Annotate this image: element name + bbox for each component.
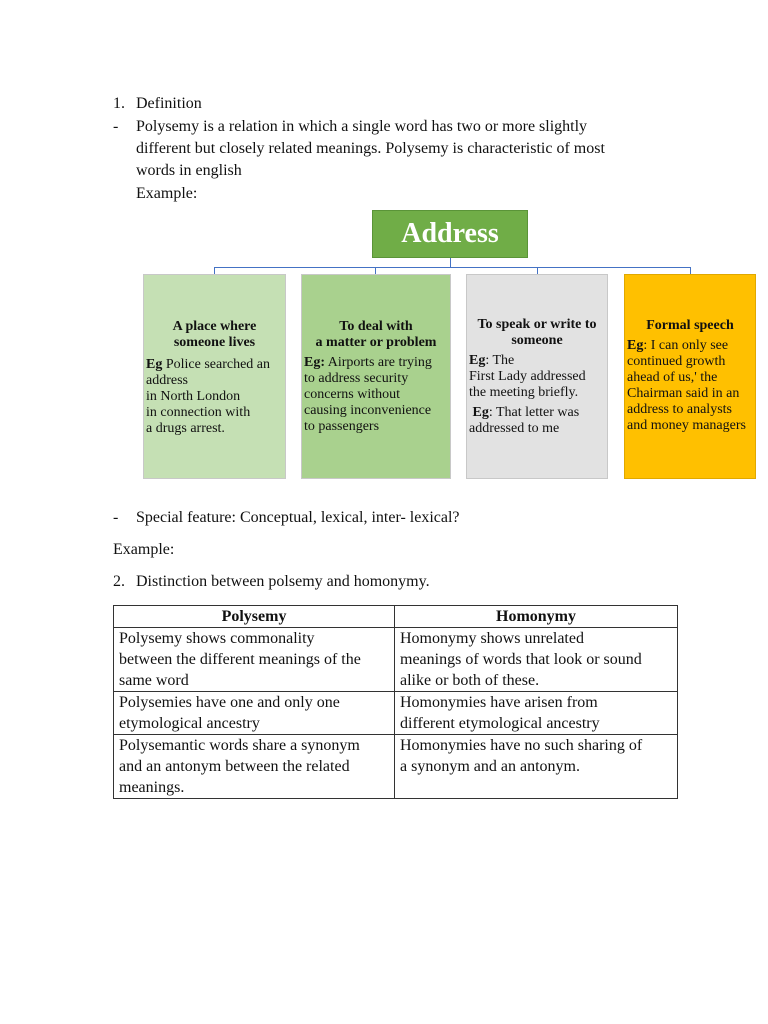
table-cell xyxy=(114,692,395,735)
node-title-line: a matter or problem xyxy=(315,335,437,350)
node-title-line: Formal speech xyxy=(646,318,734,333)
cell-line: meanings. xyxy=(119,779,185,796)
diagram-root-address: Address xyxy=(372,210,528,258)
node-body-line: in connection with xyxy=(146,405,251,420)
node-body-line: Chairman said in an xyxy=(627,386,740,401)
node-body-line: : That letter was xyxy=(488,405,580,420)
node-body-line: address to analysts xyxy=(627,402,732,417)
cell-line: Homonymies have no such sharing of xyxy=(400,737,643,754)
definition-line-2: different but closely related meanings. Polysemy is characteristic of most xyxy=(136,140,605,157)
eg-label: Eg xyxy=(146,357,163,372)
cell-line: etymological ancestry xyxy=(119,715,260,732)
definition-line-3: words in english xyxy=(136,162,242,179)
cell-line: Homonymy shows unrelated xyxy=(400,630,584,647)
table-cell xyxy=(395,735,678,799)
table-row xyxy=(114,692,678,735)
bullet-dash: - xyxy=(113,509,119,526)
cell-line: same word xyxy=(119,672,189,689)
node-title-line: someone xyxy=(511,333,563,348)
node-body-line: ahead of us,' the xyxy=(627,370,718,385)
definition-line-1: Polysemy is a relation in which a single word has two or more slightly xyxy=(136,118,588,135)
table-row xyxy=(114,628,678,692)
column-header-homonymy: Homonymy xyxy=(395,606,678,628)
connector-bar xyxy=(214,267,691,268)
node-body-line: : The xyxy=(485,353,515,368)
table-cell xyxy=(395,628,678,692)
table-cell xyxy=(114,628,395,692)
node-body-line: causing inconvenience xyxy=(304,403,432,418)
eg-label: Eg xyxy=(469,353,486,368)
diagram-node-speak xyxy=(466,274,608,479)
example-label-2: Example: xyxy=(113,541,175,558)
cell-line: Polysemy shows commonality xyxy=(119,630,315,647)
node-title-line: To deal with xyxy=(339,319,413,334)
special-feature-text: Special feature: Conceptual, lexical, inter- lexical? xyxy=(136,509,460,526)
table-row xyxy=(114,735,678,799)
table-cell xyxy=(114,735,395,799)
list-number-2: 2. xyxy=(113,573,125,590)
node-body-line: Airports are trying xyxy=(325,355,432,370)
cell-line: Polysemies have one and only one xyxy=(119,694,340,711)
node-title-line: To speak or write to xyxy=(477,317,597,332)
node-body-line: a drugs arrest. xyxy=(146,421,225,436)
cell-line: and an antonym between the related xyxy=(119,758,350,775)
node-body-line: : I can only see xyxy=(643,338,729,353)
connector-drop-1 xyxy=(214,267,215,274)
node-body-line: to passengers xyxy=(304,419,380,434)
node-body-line: First Lady addressed xyxy=(469,369,586,384)
eg-label: Eg xyxy=(627,338,644,353)
node-title-line: A place where xyxy=(172,319,257,334)
section-title-definition: Definition xyxy=(136,95,202,112)
table-cell xyxy=(395,692,678,735)
connector-drop-4 xyxy=(690,267,691,274)
connector-drop-3 xyxy=(537,267,538,274)
bullet-dash: - xyxy=(113,118,119,135)
node-body-line: continued growth xyxy=(627,354,726,369)
node-body-line: addressed to me xyxy=(469,421,560,436)
section-title-distinction: Distinction between polsemy and homonymy. xyxy=(136,573,430,590)
column-header-polysemy: Polysemy xyxy=(114,606,395,628)
comparison-table xyxy=(113,605,678,799)
cell-line: Homonymies have arisen from xyxy=(400,694,598,711)
diagram-node-speech xyxy=(624,274,756,479)
cell-line: meanings of words that look or sound xyxy=(400,651,642,668)
cell-line: different etymological ancestry xyxy=(400,715,600,732)
node-body-line: and money managers xyxy=(627,418,746,433)
example-label: Example: xyxy=(136,185,198,202)
eg-label: Eg xyxy=(472,405,489,420)
node-body-line: address xyxy=(146,373,188,388)
cell-line: between the different meanings of the xyxy=(119,651,361,668)
table-header-row xyxy=(114,606,678,628)
eg-label: Eg: xyxy=(304,355,325,370)
node-body-line: the meeting briefly. xyxy=(469,385,579,400)
node-body-line: concerns without xyxy=(304,387,401,402)
cell-line: Polysemantic words share a synonym xyxy=(119,737,360,754)
node-title-line: someone lives xyxy=(173,335,256,350)
node-body-line: to address security xyxy=(304,371,409,386)
node-body-line: in North London xyxy=(146,389,241,404)
connector-drop-2 xyxy=(375,267,376,274)
diagram-node-deal xyxy=(301,274,451,479)
cell-line: a synonym and an antonym. xyxy=(400,758,580,775)
cell-line: alike or both of these. xyxy=(400,672,540,689)
node-body-line: Police searched an xyxy=(162,357,271,372)
list-number-1: 1. xyxy=(113,95,125,112)
diagram-node-place xyxy=(143,274,286,479)
